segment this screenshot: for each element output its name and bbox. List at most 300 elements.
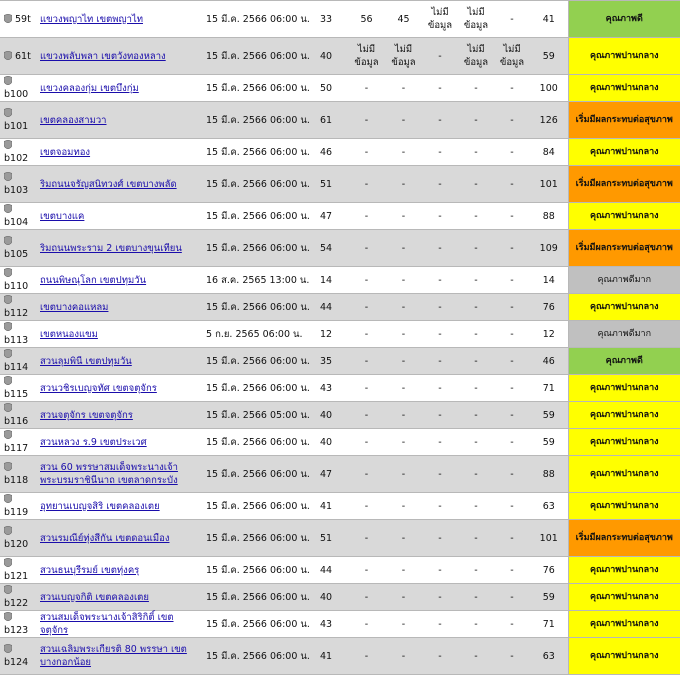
shield-icon <box>4 526 12 535</box>
station-id: b110 <box>4 281 29 292</box>
value-v3: - <box>385 166 422 203</box>
station-name-cell <box>36 38 200 75</box>
reading-time: 15 มี.ค. 2566 06:00 น. <box>200 493 304 520</box>
value-v4: - <box>422 557 458 584</box>
station-link[interactable]: แขวงพญาไท เขตพญาไท <box>40 13 143 25</box>
shield-icon <box>4 236 12 245</box>
table-row <box>0 203 680 230</box>
value-v3: - <box>385 402 422 429</box>
quality-badge: คุณภาพดีมาก <box>568 267 680 294</box>
table-row <box>0 557 680 584</box>
value-v4: - <box>422 38 458 75</box>
station-name-cell <box>36 520 200 557</box>
value-v5: - <box>458 75 494 102</box>
value-v4: - <box>422 638 458 675</box>
value-aqi: 76 <box>530 294 568 321</box>
station-link[interactable]: สวนลุมพินี เขตปทุมวัน <box>40 355 132 367</box>
value-v5: - <box>458 402 494 429</box>
station-link[interactable]: สวนสมเด็จพระนางเจ้าสิริกิติ์ เขตจตุจักร <box>40 612 174 636</box>
station-id-cell <box>0 557 36 584</box>
station-id-cell <box>0 402 36 429</box>
value-v4: - <box>422 321 458 348</box>
station-id: b112 <box>4 308 29 319</box>
value-v4: - <box>422 267 458 294</box>
shield-icon <box>4 268 12 277</box>
shield-icon <box>4 644 12 653</box>
reading-time: 15 มี.ค. 2566 06:00 น. <box>200 348 304 375</box>
shield-icon <box>4 376 12 385</box>
quality-badge: คุณภาพปานกลาง <box>568 638 680 675</box>
value-v2: - <box>348 321 385 348</box>
station-link[interactable]: แขวงคลองกุ่ม เขตบึงกุ่ม <box>40 82 139 94</box>
value-v4: - <box>422 520 458 557</box>
station-id: b103 <box>4 185 29 196</box>
station-name-cell <box>36 1 200 38</box>
quality-badge: เริ่มมีผลกระทบต่อสุขภาพ <box>568 230 680 267</box>
value-v3: - <box>385 348 422 375</box>
value-v5: - <box>458 139 494 166</box>
value-v4: - <box>422 611 458 638</box>
reading-time: 16 ส.ค. 2565 13:00 น. <box>200 267 304 294</box>
station-id: b113 <box>4 335 29 346</box>
value-v1: 40 <box>304 584 348 611</box>
value-v3: - <box>385 493 422 520</box>
value-v1: 33 <box>304 1 348 38</box>
station-link[interactable]: สวนธนบุรีรมย์ เขตทุ่งครุ <box>40 564 140 576</box>
value-v5: - <box>458 230 494 267</box>
value-v1: 43 <box>304 611 348 638</box>
quality-badge: คุณภาพปานกลาง <box>568 584 680 611</box>
value-v4: - <box>422 375 458 402</box>
value-v3: - <box>385 456 422 493</box>
station-id: 61t <box>15 50 31 62</box>
station-id-cell <box>0 429 36 456</box>
value-aqi: 59 <box>530 402 568 429</box>
station-link[interactable]: สวนจตุจักร เขตจตุจักร <box>40 409 133 421</box>
value-v2: - <box>348 584 385 611</box>
shield-icon <box>4 349 12 358</box>
reading-time: 15 มี.ค. 2566 06:00 น. <box>200 584 304 611</box>
value-v2: ไม่มีข้อมูล <box>348 38 385 75</box>
value-v6: - <box>494 557 530 584</box>
reading-time: 15 มี.ค. 2566 06:00 น. <box>200 638 304 675</box>
table-row <box>0 611 680 638</box>
value-v3: - <box>385 429 422 456</box>
reading-time: 15 มี.ค. 2566 06:00 น. <box>200 139 304 166</box>
reading-time: 5 ก.ย. 2565 06:00 น. <box>200 321 304 348</box>
value-v3: - <box>385 584 422 611</box>
value-v6: - <box>494 456 530 493</box>
station-id-cell <box>0 166 36 203</box>
quality-badge: คุณภาพดีมาก <box>568 321 680 348</box>
value-v4: - <box>422 493 458 520</box>
value-v6: - <box>494 611 530 638</box>
value-v2: - <box>348 230 385 267</box>
station-name-cell <box>36 348 200 375</box>
value-v4: - <box>422 402 458 429</box>
value-v4: - <box>422 203 458 230</box>
quality-badge: คุณภาพปานกลาง <box>568 429 680 456</box>
shield-icon <box>4 403 12 412</box>
value-aqi: 84 <box>530 139 568 166</box>
value-v6: - <box>494 75 530 102</box>
station-id: b104 <box>4 217 29 228</box>
value-v3: - <box>385 102 422 139</box>
value-aqi: 71 <box>530 375 568 402</box>
station-name-cell <box>36 321 200 348</box>
value-v6: - <box>494 203 530 230</box>
value-v1: 44 <box>304 294 348 321</box>
quality-badge: คุณภาพปานกลาง <box>568 75 680 102</box>
value-v5: - <box>458 102 494 139</box>
value-v2: - <box>348 557 385 584</box>
station-id: b100 <box>4 89 29 100</box>
value-v4: - <box>422 139 458 166</box>
value-v6: - <box>494 348 530 375</box>
station-id-cell <box>0 456 36 493</box>
value-v5: - <box>458 203 494 230</box>
value-v3: - <box>385 294 422 321</box>
table-row <box>0 321 680 348</box>
value-v5: - <box>458 429 494 456</box>
quality-badge: คุณภาพปานกลาง <box>568 557 680 584</box>
value-v3: 45 <box>385 1 422 38</box>
value-aqi: 101 <box>530 520 568 557</box>
reading-time: 15 มี.ค. 2566 06:00 น. <box>200 166 304 203</box>
station-id: b121 <box>4 571 29 582</box>
value-aqi: 100 <box>530 75 568 102</box>
value-v2: - <box>348 294 385 321</box>
station-name-cell <box>36 267 200 294</box>
station-id-cell <box>0 584 36 611</box>
station-link[interactable]: เขตหนองแขม <box>40 328 98 340</box>
value-aqi: 126 <box>530 102 568 139</box>
station-id-cell <box>0 348 36 375</box>
value-v1: 51 <box>304 520 348 557</box>
station-id-cell <box>0 267 36 294</box>
quality-badge: คุณภาพปานกลาง <box>568 38 680 75</box>
value-v1: 40 <box>304 429 348 456</box>
table-row <box>0 294 680 321</box>
value-v6: - <box>494 584 530 611</box>
station-id: b102 <box>4 153 29 164</box>
table-row <box>0 456 680 493</box>
shield-icon <box>4 494 12 503</box>
value-aqi: 59 <box>530 429 568 456</box>
reading-time: 15 มี.ค. 2566 06:00 น. <box>200 429 304 456</box>
table-row <box>0 230 680 267</box>
table-row <box>0 75 680 102</box>
station-name-cell <box>36 638 200 675</box>
station-id: b101 <box>4 121 29 132</box>
value-v6: - <box>494 520 530 557</box>
value-v1: 12 <box>304 321 348 348</box>
value-v3: - <box>385 611 422 638</box>
reading-time: 15 มี.ค. 2566 06:00 น. <box>200 230 304 267</box>
value-aqi: 63 <box>530 638 568 675</box>
station-name-cell <box>36 456 200 493</box>
reading-time: 15 มี.ค. 2566 05:00 น. <box>200 402 304 429</box>
value-v2: - <box>348 375 385 402</box>
value-v1: 47 <box>304 203 348 230</box>
value-v5: - <box>458 611 494 638</box>
station-id-cell <box>0 75 36 102</box>
quality-badge: คุณภาพปานกลาง <box>568 402 680 429</box>
station-link[interactable]: สวนรมณีย์ทุ่งสีกัน เขตดอนเมือง <box>40 532 170 544</box>
table-row <box>0 348 680 375</box>
value-v4: - <box>422 456 458 493</box>
value-v2: - <box>348 102 385 139</box>
station-id-cell <box>0 1 36 38</box>
station-link[interactable]: สวนเบญจกิติ เขตคลองเตย <box>40 591 149 603</box>
shield-icon <box>4 108 12 117</box>
table-row <box>0 38 680 75</box>
station-name-cell <box>36 402 200 429</box>
value-v6: ไม่มีข้อมูล <box>494 38 530 75</box>
value-v6: - <box>494 402 530 429</box>
station-id-cell <box>0 294 36 321</box>
value-v5: - <box>458 321 494 348</box>
value-v6: - <box>494 139 530 166</box>
station-name-cell <box>36 139 200 166</box>
shield-icon <box>4 172 12 181</box>
value-v1: 50 <box>304 75 348 102</box>
table-row <box>0 584 680 611</box>
value-v3: ไม่มีข้อมูล <box>385 38 422 75</box>
quality-badge: คุณภาพดี <box>568 1 680 38</box>
station-link[interactable]: ริมถนนจรัญสนิทวงศ์ เขตบางพลัด <box>40 178 177 190</box>
quality-badge: เริ่มมีผลกระทบต่อสุขภาพ <box>568 102 680 139</box>
station-id-cell <box>0 230 36 267</box>
value-v6: - <box>494 638 530 675</box>
station-name-cell <box>36 375 200 402</box>
value-v2: 56 <box>348 1 385 38</box>
value-v5: - <box>458 375 494 402</box>
value-aqi: 41 <box>530 1 568 38</box>
table-row <box>0 102 680 139</box>
quality-badge: คุณภาพปานกลาง <box>568 294 680 321</box>
station-id: b105 <box>4 249 29 260</box>
quality-badge: คุณภาพดี <box>568 348 680 375</box>
station-link[interactable]: เขตจอมทอง <box>40 146 91 158</box>
station-link[interactable]: เขตบางแค <box>40 210 85 222</box>
value-v1: 40 <box>304 402 348 429</box>
station-id-cell <box>0 611 36 638</box>
station-id: b114 <box>4 362 29 373</box>
value-v5: - <box>458 520 494 557</box>
shield-icon <box>4 51 12 60</box>
station-name-cell <box>36 166 200 203</box>
value-v5: - <box>458 638 494 675</box>
station-link[interactable]: ริมถนนพระราม 2 เขตบางขุนเทียน <box>40 242 182 254</box>
station-link[interactable]: สวนหลวง ร.9 เขตประเวศ <box>40 436 147 448</box>
value-v6: - <box>494 267 530 294</box>
value-v3: - <box>385 520 422 557</box>
station-link[interactable]: สวนวชิรเบญจทัศ เขตจตุจักร <box>40 382 157 394</box>
station-name-cell <box>36 203 200 230</box>
quality-badge: คุณภาพปานกลาง <box>568 456 680 493</box>
shield-icon <box>4 76 12 85</box>
value-v4: - <box>422 429 458 456</box>
station-id-cell <box>0 321 36 348</box>
value-v4: - <box>422 584 458 611</box>
station-link[interactable]: สวน 60 พรรษาสมเด็จพระนางเจ้าพระบรมราชินีนาถ เขตลาดกระบัง <box>40 462 178 486</box>
value-aqi: 12 <box>530 321 568 348</box>
value-v5: - <box>458 557 494 584</box>
station-id: b115 <box>4 389 29 400</box>
value-v6: - <box>494 375 530 402</box>
station-name-cell <box>36 429 200 456</box>
station-name-cell <box>36 294 200 321</box>
value-v3: - <box>385 557 422 584</box>
station-id: b123 <box>4 625 29 636</box>
value-v4: - <box>422 348 458 375</box>
value-v1: 61 <box>304 102 348 139</box>
station-id: b116 <box>4 416 29 427</box>
value-v5: - <box>458 267 494 294</box>
value-v3: - <box>385 267 422 294</box>
value-v3: - <box>385 638 422 675</box>
value-aqi: 14 <box>530 267 568 294</box>
value-v3: - <box>385 375 422 402</box>
station-id-cell <box>0 520 36 557</box>
value-v5: ไม่มีข้อมูล <box>458 38 494 75</box>
station-name-cell <box>36 75 200 102</box>
station-id-cell <box>0 38 36 75</box>
station-id-cell <box>0 375 36 402</box>
station-id: 59t <box>15 13 31 25</box>
value-v6: - <box>494 321 530 348</box>
value-v6: - <box>494 166 530 203</box>
value-aqi: 109 <box>530 230 568 267</box>
station-link[interactable]: เขตบางคอแหลม <box>40 301 109 313</box>
value-v2: - <box>348 429 385 456</box>
value-v5: - <box>458 493 494 520</box>
table-row <box>0 493 680 520</box>
station-id-cell <box>0 102 36 139</box>
value-v1: 35 <box>304 348 348 375</box>
value-v2: - <box>348 493 385 520</box>
value-aqi: 46 <box>530 348 568 375</box>
table-row <box>0 1 680 38</box>
value-v1: 14 <box>304 267 348 294</box>
reading-time: 15 มี.ค. 2566 06:00 น. <box>200 1 304 38</box>
table-row <box>0 402 680 429</box>
value-v3: - <box>385 139 422 166</box>
value-v5: - <box>458 584 494 611</box>
value-v1: 41 <box>304 638 348 675</box>
value-v1: 54 <box>304 230 348 267</box>
value-v6: - <box>494 493 530 520</box>
value-v2: - <box>348 75 385 102</box>
value-v6: - <box>494 429 530 456</box>
shield-icon <box>4 14 12 23</box>
station-link[interactable]: เขตคลองสามวา <box>40 114 107 126</box>
value-v1: 40 <box>304 38 348 75</box>
table-row <box>0 429 680 456</box>
quality-badge: คุณภาพปานกลาง <box>568 611 680 638</box>
value-v2: - <box>348 166 385 203</box>
shield-icon <box>4 612 12 621</box>
value-v1: 51 <box>304 166 348 203</box>
reading-time: 15 มี.ค. 2566 06:00 น. <box>200 38 304 75</box>
table-body <box>0 1 680 675</box>
station-link[interactable]: แขวงพลับพลา เขตวังทองหลาง <box>40 50 166 62</box>
value-v3: - <box>385 75 422 102</box>
shield-icon <box>4 295 12 304</box>
quality-badge: เริ่มมีผลกระทบต่อสุขภาพ <box>568 166 680 203</box>
value-aqi: 101 <box>530 166 568 203</box>
table-row <box>0 520 680 557</box>
station-id-cell <box>0 203 36 230</box>
shield-icon <box>4 585 12 594</box>
reading-time: 15 มี.ค. 2566 06:00 น. <box>200 375 304 402</box>
station-name-cell <box>36 611 200 638</box>
value-v5: - <box>458 294 494 321</box>
value-aqi: 88 <box>530 456 568 493</box>
reading-time: 15 มี.ค. 2566 06:00 น. <box>200 456 304 493</box>
value-aqi: 59 <box>530 38 568 75</box>
value-aqi: 76 <box>530 557 568 584</box>
reading-time: 15 มี.ค. 2566 06:00 น. <box>200 75 304 102</box>
shield-icon <box>4 430 12 439</box>
reading-time: 15 มี.ค. 2566 06:00 น. <box>200 557 304 584</box>
value-v2: - <box>348 203 385 230</box>
table-row <box>0 638 680 675</box>
station-id-cell <box>0 139 36 166</box>
table-row <box>0 375 680 402</box>
quality-badge: คุณภาพปานกลาง <box>568 375 680 402</box>
value-v3: - <box>385 203 422 230</box>
shield-icon <box>4 322 12 331</box>
value-v2: - <box>348 402 385 429</box>
reading-time: 15 มี.ค. 2566 06:00 น. <box>200 203 304 230</box>
value-v4: - <box>422 75 458 102</box>
value-v5: ไม่มีข้อมูล <box>458 1 494 38</box>
station-name-cell <box>36 102 200 139</box>
value-v3: - <box>385 321 422 348</box>
value-v6: - <box>494 1 530 38</box>
reading-time: 15 มี.ค. 2566 06:00 น. <box>200 611 304 638</box>
shield-icon <box>4 204 12 213</box>
value-v1: 47 <box>304 456 348 493</box>
station-id-cell <box>0 493 36 520</box>
value-v4: ไม่มีข้อมูล <box>422 1 458 38</box>
station-id: b120 <box>4 539 29 550</box>
value-v5: - <box>458 348 494 375</box>
station-id: b119 <box>4 507 29 518</box>
station-link[interactable]: ถนนพิษณุโลก เขตปทุมวัน <box>40 274 147 286</box>
value-v2: - <box>348 638 385 675</box>
value-v4: - <box>422 294 458 321</box>
reading-time: 15 มี.ค. 2566 06:00 น. <box>200 102 304 139</box>
shield-icon <box>4 462 12 471</box>
value-v6: - <box>494 230 530 267</box>
value-v1: 43 <box>304 375 348 402</box>
station-id-cell <box>0 638 36 675</box>
station-link[interactable]: อุทยานเบญจสิริ เขตคลองเตย <box>40 500 160 512</box>
reading-time: 15 มี.ค. 2566 06:00 น. <box>200 520 304 557</box>
value-v6: - <box>494 102 530 139</box>
value-v1: 46 <box>304 139 348 166</box>
shield-icon <box>4 140 12 149</box>
table-row <box>0 139 680 166</box>
value-v6: - <box>494 294 530 321</box>
station-link[interactable]: สวนเฉลิมพระเกียรติ 80 พรรษา เขตบางกอกน้อย <box>40 644 187 668</box>
reading-time: 15 มี.ค. 2566 06:00 น. <box>200 294 304 321</box>
value-v1: 41 <box>304 493 348 520</box>
value-v1: 44 <box>304 557 348 584</box>
